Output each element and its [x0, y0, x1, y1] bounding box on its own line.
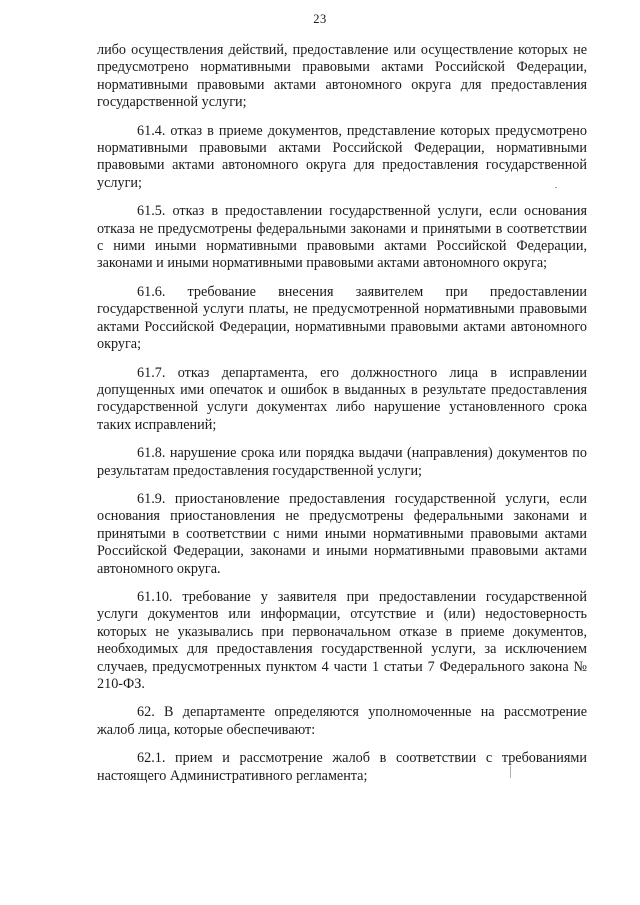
paragraph-continuation: либо осуществления действий, предоставление или осуществление которых не предусмотрено нормативными правовыми актами Российской Федерации, нормативными правовыми актами автономного округа для предоставления государственной услуги; [97, 42, 587, 111]
document-body [97, 42, 587, 796]
scan-speck [555, 187, 557, 188]
paragraph-61-10: 61.10. требование у заявителя при предоставлении государственной услуги документов или информации, отсутствие и (или) недостоверность которых не указывались при первоначальном отказе в приеме документов, необходимых для предоставления государственной услуги, за исключением случаев, предусмотренных пунктом 4 части 1 статьи 7 Федерального закона № 210-ФЗ. [97, 588, 587, 692]
paragraph-61-5: 61.5. отказ в предоставлении государственной услуги, если основания отказа не предусмотрены федеральными законами и принятыми в соответствии с ними иными нормативными правовыми актами Российской Федерации, законами и иными нормативными правовыми актами автономного округа; [97, 203, 587, 272]
paragraph-61-8: 61.8. нарушение срока или порядка выдачи (направления) документов по результатам предоставления государственной услуги; [97, 445, 587, 479]
paragraph-61-6: 61.6. требование внесения заявителем при предоставлении государственной услуги платы, не предусмотренной нормативными правовыми актами Российской Федерации, нормативными правовыми актами автономного округа; [97, 283, 587, 353]
page-number: 23 [313, 12, 327, 26]
paragraph-62-1: 62.1. прием и рассмотрение жалоб в соответствии с требованиями настоящего Административного регламента; [97, 750, 587, 784]
paragraph-61-4: 61.4. отказ в приеме документов, представление которых предусмотрено нормативными правовыми актами Российской Федерации, нормативными правовыми актами автономного округа для предоставления государственной услуги; [97, 122, 587, 191]
paragraph-61-9: 61.9. приостановление предоставления государственной услуги, если основания приостановления не предусмотрены федеральными законами и принятыми в соответствии с ними иными нормативными правовыми актами Российской Федерации, законами и иными нормативными правовыми актами автономного округа. [97, 490, 587, 577]
paragraph-61-7: 61.7. отказ департамента, его должностного лица в исправлении допущенных ими опечаток и ошибок в выданных в результате предоставления государственной услуги документах либо нарушение установленного срока таких исправлений; [97, 364, 587, 433]
scan-mark [510, 766, 511, 778]
paragraph-62: 62. В департаменте определяются уполномоченные на рассмотрение жалоб лица, которые обеспечивают: [97, 704, 587, 738]
